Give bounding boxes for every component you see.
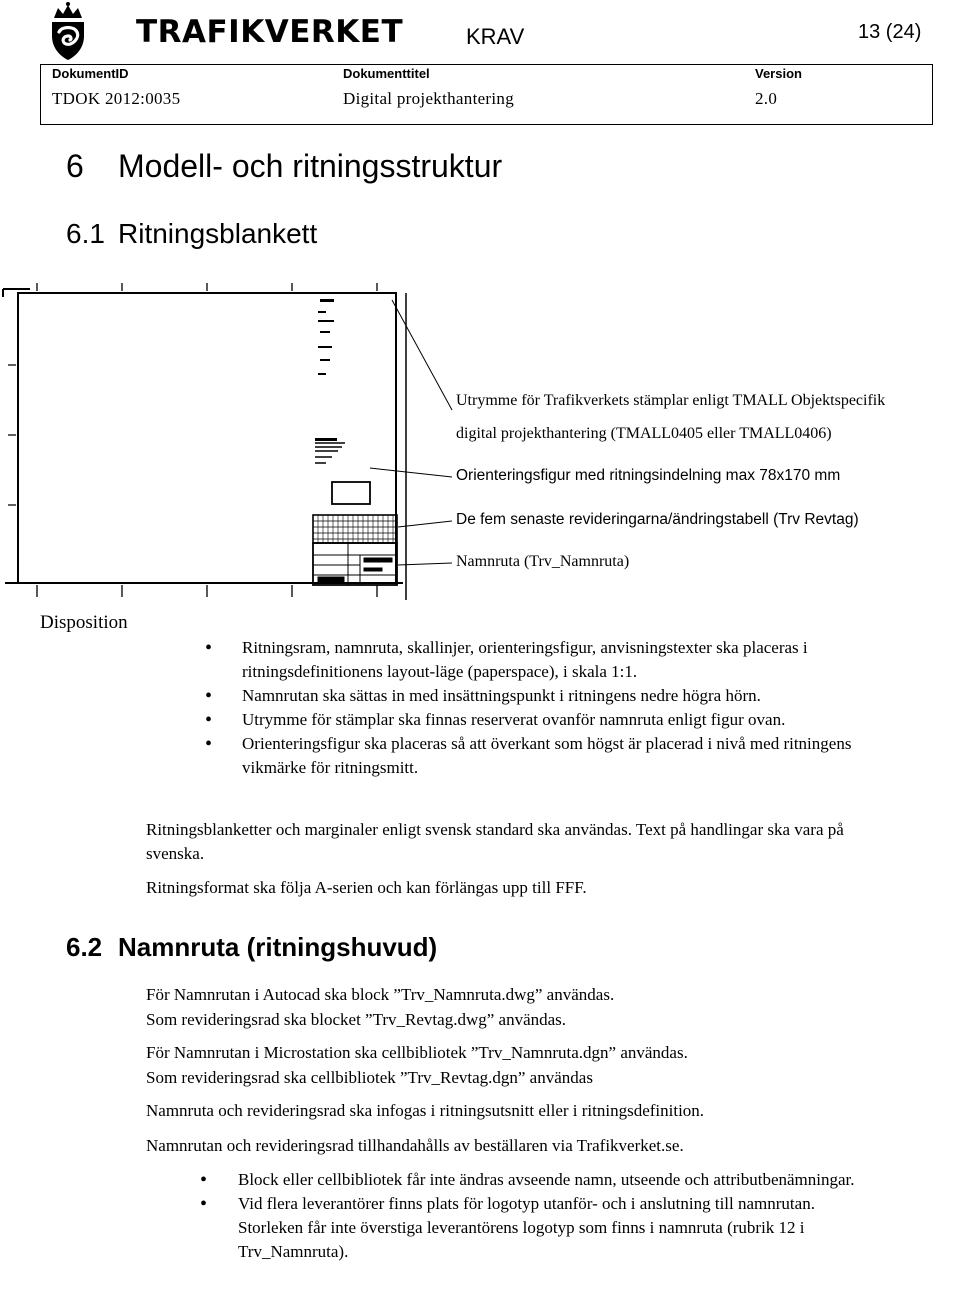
paragraph-standard: Ritningsblanketter och marginaler enligt svensk standard ska användas. Text på handlingar ska vara på svenska. [146, 820, 844, 863]
paragraph-microstation-revtag: Som revideringsrad ska cellbibliotek ”Trv_Revtag.dgn” användas [146, 1068, 593, 1087]
document-title-label: Dokumenttitel [343, 66, 430, 81]
document-id-label: DokumentID [52, 66, 129, 81]
version-label: Version [755, 66, 802, 81]
paragraph-autocad-revtag: Som revideringsrad ska blocket ”Trv_Revtag.dwg” användas. [146, 1010, 567, 1029]
list-item: • Namnrutan ska sättas in med insättningspunkt i ritningens nedre högra hörn. [205, 684, 895, 708]
section-6-1-title: Ritningsblankett [118, 218, 318, 249]
version-value: 2.0 [755, 89, 778, 108]
leader-line-stamps [392, 300, 452, 410]
section-6-1-number: 6.1 [66, 218, 105, 249]
paragraph-microstation-cell: För Namnrutan i Microstation ska cellbibliotek ”Trv_Namnruta.dgn” användas. [146, 1043, 688, 1062]
section-6-2-title: Namnruta (ritningshuvud) [118, 932, 438, 962]
leader-line-namebox [398, 563, 452, 565]
list-item: • Utrymme för stämplar ska finnas reserverat ovanför namnruta enligt figur ovan. [205, 708, 895, 732]
paragraph-provided-by: Namnrutan och revideringsrad tillhandahålls av beställaren via Trafikverket.se. [146, 1136, 684, 1155]
page-number: 13 (24) [858, 21, 922, 43]
section-6-title: Modell- och ritningsstruktur [118, 148, 503, 184]
namebox-bullet-list [200, 1168, 880, 1264]
paragraph-insertion: Namnruta och revideringsrad ska infogas i ritningsutsnitt eller i ritningsdefinition. [146, 1101, 705, 1120]
section-6-2-heading [66, 932, 437, 963]
leader-line-revision [398, 521, 452, 527]
leader-line-orientation [370, 468, 452, 477]
disposition-bullet-list [205, 636, 895, 780]
callout-name-box: Namnruta (Trv_Namnruta) [456, 553, 630, 570]
disposition-label: Disposition [40, 612, 128, 633]
callout-revision-table: De fem senaste revideringarna/ändringstabell (Trv Revtag) [456, 511, 859, 528]
callout-orientation-figure: Orienteringsfigur med ritningsindelning max 78x170 mm [456, 467, 841, 484]
callout-stamp-space: Utrymme för Trafikverkets stämplar enligt TMALL Objektspecifik [456, 392, 886, 409]
list-item: • Orienteringsfigur ska placeras så att överkant som högst är placerad i nivå med ritningens vikmärke för ritningsmitt. [205, 732, 895, 780]
list-item: • Block eller cellbibliotek får inte ändras avseende namn, utseende och attributbenämningar. [200, 1168, 880, 1192]
document-classification: KRAV [466, 24, 525, 49]
paragraph-format: Ritningsformat ska följa A-serien och kan förlängas upp till FFF. [146, 878, 587, 897]
document-title: Digital projekthantering [343, 89, 515, 108]
callout-stamp-space-cont: digital projekthantering (TMALL0405 eller TMALL0406) [456, 425, 832, 442]
document-id: TDOK 2012:0035 [52, 89, 181, 108]
section-6-number: 6 [66, 148, 84, 184]
paragraph-autocad-block: För Namnrutan i Autocad ska block ”Trv_Namnruta.dwg” användas. [146, 985, 615, 1004]
list-item: • Vid flera leverantörer finns plats för logotyp utanför- och i anslutning till namnrutan. Storleken får inte överstiga leverantörens logotyp som finns i namnruta (rubrik 12 i Trv_Namnruta). [200, 1192, 880, 1264]
section-6-2-number: 6.2 [66, 932, 103, 962]
list-item: • Ritningsram, namnruta, skallinjer, orienteringsfigur, anvisningstexter ska placeras i ritningsdefinitionens layout-läge (paperspace), i skala 1:1. [205, 636, 895, 684]
logo-wordmark: TRAFIKVERKET [136, 14, 404, 50]
